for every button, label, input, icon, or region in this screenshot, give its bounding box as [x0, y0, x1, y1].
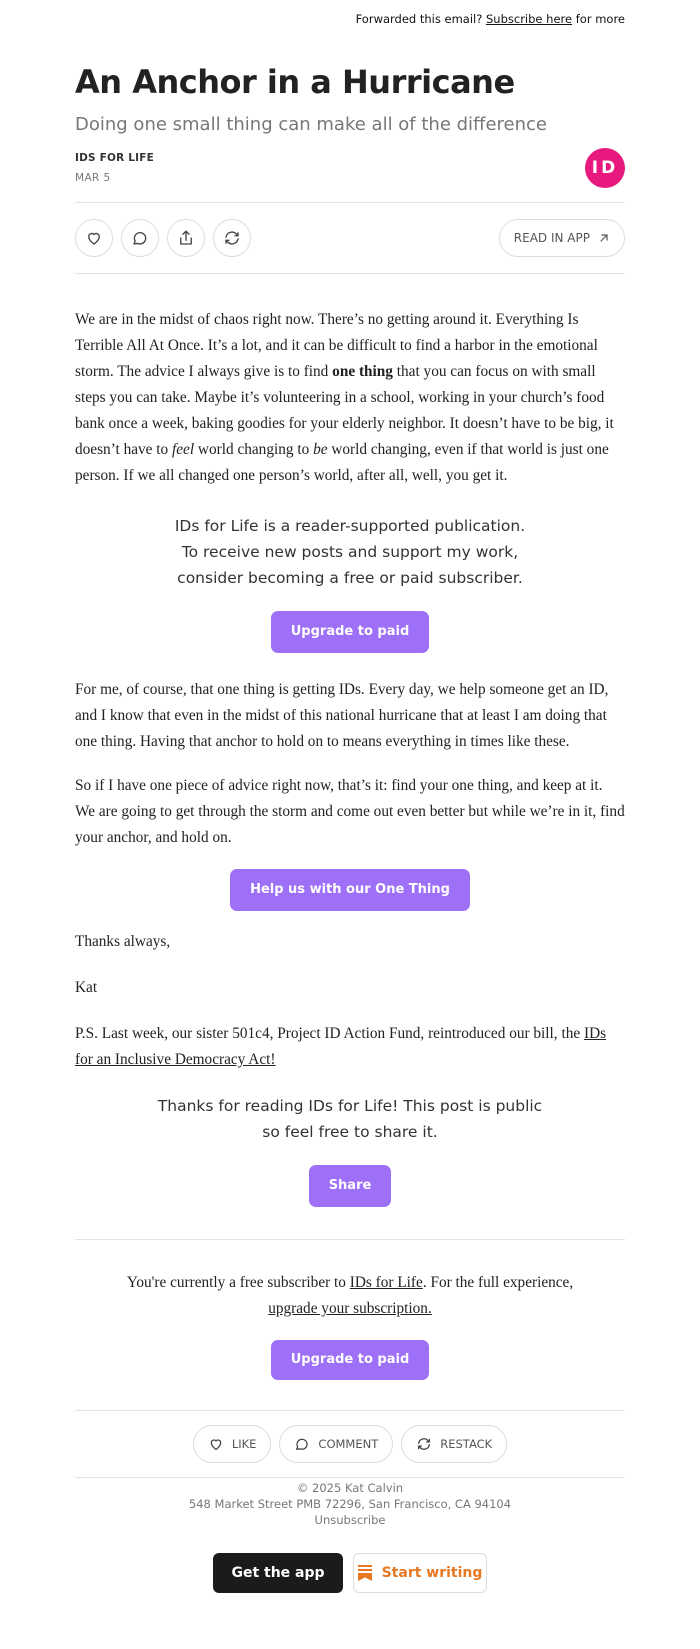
forwarded-banner: [75, 0, 625, 40]
post-body: [75, 307, 625, 1207]
forwarded-text: Forwarded this email?: [355, 12, 483, 26]
copyright: © 2025 Kat Calvin: [296, 1481, 404, 1495]
get-the-app-button[interactable]: Get the app: [213, 1553, 343, 1593]
paragraph: Thanks always,: [75, 933, 171, 950]
divider: [75, 1239, 625, 1240]
upgrade-to-paid-button[interactable]: Upgrade to paid: [271, 611, 430, 653]
footer-legal: [75, 1480, 625, 1528]
publication-avatar[interactable]: ID: [585, 148, 625, 188]
footer-action-bar: [75, 1411, 625, 1477]
heart-icon: [85, 229, 103, 247]
subscribe-link[interactable]: Subscribe here: [486, 12, 573, 26]
comment-button[interactable]: [121, 219, 159, 257]
post-meta: [75, 152, 625, 198]
paragraph: Kat: [75, 979, 98, 996]
unsubscribe-link[interactable]: Unsubscribe: [314, 1513, 386, 1527]
arrow-up-right-icon: [598, 232, 610, 244]
substack-logo-icon: [358, 1565, 372, 1581]
heart-icon: [208, 1436, 224, 1452]
footer-like-button[interactable]: [193, 1425, 272, 1463]
paragraph: So if I have one piece of advice right now, that’s it: find your one thing, and keep at it. We are going to get through the storm and come out even better but while we’re in it, find your anchor, and hold on.: [75, 777, 625, 846]
share-post-button[interactable]: Share: [309, 1165, 392, 1207]
share-button[interactable]: [167, 219, 205, 257]
footer-restack-button[interactable]: [401, 1425, 507, 1463]
like-button[interactable]: [75, 219, 113, 257]
subscriber-notice: You're currently a free subscriber to IDs for Life. For the full experience, upgrade your subscription.: [126, 1274, 574, 1317]
bill-link[interactable]: IDs for an Inclusive Democracy Act!: [75, 1025, 607, 1068]
paragraph: We are in the midst of chaos right now. There’s no getting around it. Everything Is Terrible All At Once. It’s a lot, and it can be difficult to find a harbor in the emotional storm. The advice I always give is to find one thing that you can focus on with small steps you can take. Maybe it’s volunteering in a school, working in your church’s food bank once a week, baking goodies for your elderly neighbor. It doesn’t have to be big, it doesn’t have to feel world changing to be world changing, even if that world is just one person. If we all changed one person’s world, after all, well, you get it.: [75, 311, 614, 484]
address: 548 Market Street PMB 72296, San Francisco, CA 94104: [188, 1497, 512, 1511]
restack-button[interactable]: [213, 219, 251, 257]
publication-link[interactable]: IDs for Life: [349, 1274, 423, 1291]
share-icon: [177, 229, 195, 247]
subscribe-callout: IDs for Life is a reader-supported publication. To receive new posts and support my work, consider becoming a free or paid subscriber.: [174, 517, 526, 587]
restack-icon: [223, 229, 241, 247]
start-writing-button[interactable]: [353, 1553, 487, 1593]
read-in-app-button[interactable]: [499, 219, 625, 257]
post-title[interactable]: An Anchor in a Hurricane: [75, 63, 515, 101]
comment-label: COMMENT: [318, 1437, 379, 1451]
upgrade-subscription-link[interactable]: upgrade your subscription.: [268, 1300, 432, 1317]
post-date: MAR 5: [75, 172, 111, 184]
post-subtitle: Doing one small thing can make all of the difference: [75, 114, 547, 135]
divider: [75, 1477, 625, 1478]
publication-name[interactable]: IDS FOR LIFE: [75, 152, 155, 164]
share-callout: Thanks for reading IDs for Life! This post is public so feel free to share it.: [157, 1097, 543, 1141]
paragraph: For me, of course, that one thing is getting IDs. Every day, we help someone get an ID, and I know that even in the midst of this national hurricane that at least I am doing that one thing. Having that anchor to hold on to means everything in times like these.: [75, 681, 609, 750]
forwarded-suffix: for more: [575, 12, 625, 26]
restack-label: RESTACK: [440, 1437, 493, 1451]
restack-icon: [416, 1436, 432, 1452]
upgrade-to-paid-button-footer[interactable]: Upgrade to paid: [271, 1340, 430, 1380]
app-buttons: [75, 1553, 625, 1593]
read-in-app-label: READ IN APP: [513, 231, 590, 245]
paragraph: P.S. Last week, our sister 501c4, Project ID Action Fund, reintroduced our bill, the IDs for an Inclusive Democracy Act!: [75, 1025, 607, 1068]
comment-icon: [131, 229, 149, 247]
footer-comment-button[interactable]: [279, 1425, 393, 1463]
post-action-bar: [75, 202, 625, 274]
help-one-thing-button[interactable]: Help us with our One Thing: [230, 869, 470, 911]
start-writing-label: Start writing: [381, 1565, 483, 1581]
comment-icon: [294, 1436, 310, 1452]
like-label: LIKE: [231, 1437, 257, 1451]
email-container: [75, 0, 625, 1593]
